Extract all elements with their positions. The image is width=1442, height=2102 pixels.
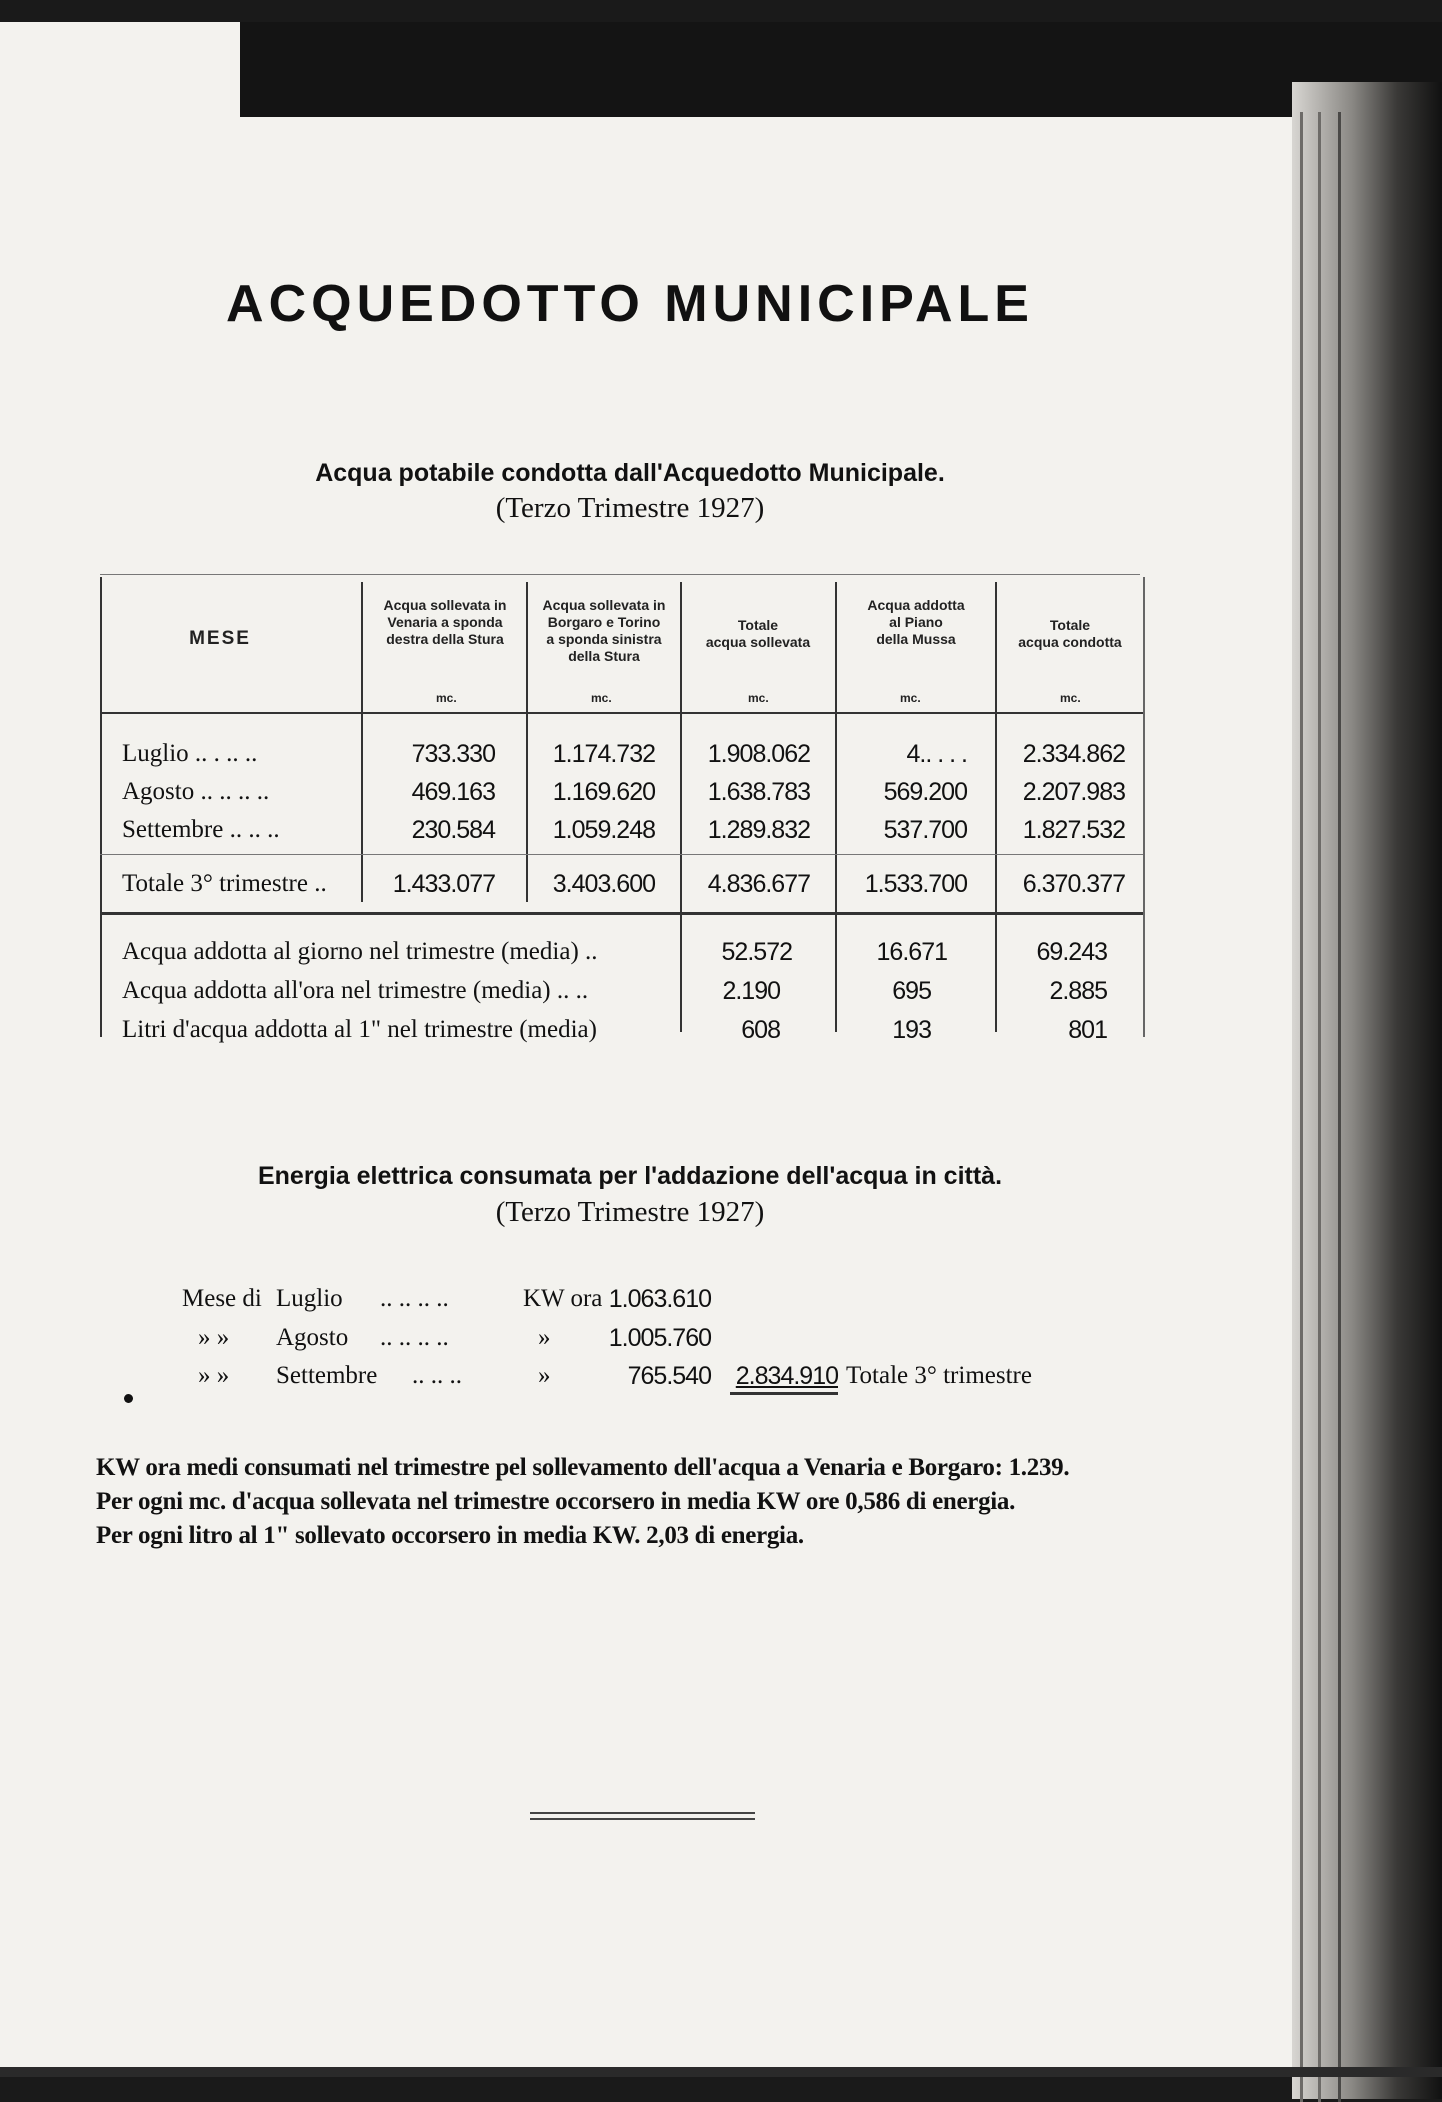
- unit-label: mc.: [436, 691, 457, 705]
- cell-value: 2.207.983: [1022, 778, 1125, 806]
- total-value: 3.403.600: [552, 870, 655, 898]
- footnote: Per ogni litro al 1" sollevato occorsero in media KW. 2,03 di energia.: [96, 1522, 804, 1549]
- cell-value: 4.. . . .: [906, 740, 967, 768]
- unit-label: mc.: [900, 691, 921, 705]
- avg-value: 193: [892, 1016, 931, 1044]
- section1-period: (Terzo Trimestre 1927): [495, 492, 765, 524]
- avg-row-label: Acqua addotta all'ora nel trimestre (media) .. ..: [122, 977, 589, 1004]
- unit-label: mc.: [1060, 691, 1081, 705]
- energy-month: Settembre: [276, 1362, 378, 1389]
- energy-month: Agosto: [276, 1324, 349, 1351]
- energy-value: 1.005.760: [608, 1324, 711, 1352]
- page-edge-line: [1338, 112, 1341, 2102]
- col-header-mese: MESE: [189, 628, 251, 649]
- energy-unit: »: [538, 1324, 551, 1351]
- cell-value: 1.638.783: [707, 778, 810, 806]
- paper-tab: [0, 22, 240, 77]
- unit-label: mc.: [748, 691, 769, 705]
- energy-unit: »: [538, 1362, 551, 1389]
- end-rule: [530, 1812, 755, 1814]
- cell-value: 1.827.532: [1022, 816, 1125, 844]
- total-value: 6.370.377: [1022, 870, 1125, 898]
- energy-value: 1.063.610: [608, 1285, 711, 1313]
- row-label-settembre: Settembre .. .. ..: [122, 816, 280, 843]
- cell-value: 1.169.620: [552, 778, 655, 806]
- cell-value: 1.174.732: [552, 740, 655, 768]
- energy-total-label: Totale 3° trimestre: [846, 1362, 1032, 1389]
- scan-shadow-right: [1292, 82, 1442, 2099]
- totals-rule: [100, 854, 1143, 855]
- col-header-totale-sollevata: Totale acqua sollevata: [705, 617, 811, 650]
- avg-row-label: Litri d'acqua addotta al 1" nel trimestre (media): [122, 1016, 597, 1043]
- total-value: 1.433.077: [392, 870, 495, 898]
- total-value: 1.533.700: [864, 870, 967, 898]
- energy-month: Luglio: [276, 1285, 343, 1312]
- energy-dots: .. .. .. ..: [380, 1324, 449, 1351]
- total-value: 4.836.677: [707, 870, 810, 898]
- cell-value: 1.059.248: [552, 816, 655, 844]
- page-title: ACQUEDOTTO MUNICIPALE: [226, 275, 1034, 333]
- avg-value: 608: [741, 1016, 780, 1044]
- table-left-border: [100, 577, 102, 1037]
- energy-prefix: » »: [198, 1362, 230, 1389]
- avg-value: 801: [1068, 1016, 1107, 1044]
- document-page: [0, 22, 1442, 2077]
- avg-value: 16.671: [876, 938, 947, 966]
- avg-value: 69.243: [1036, 938, 1107, 966]
- ink-dot: [124, 1394, 133, 1403]
- energy-dots: .. .. ..: [412, 1362, 462, 1389]
- avg-value: 52.572: [721, 938, 792, 966]
- row-label-agosto: Agosto .. .. .. ..: [122, 778, 270, 805]
- section2-period: (Terzo Trimestre 1927): [495, 1196, 765, 1228]
- col-header-mussa: Acqua addotta al Piano della Mussa: [867, 597, 965, 647]
- col-sep: [995, 582, 997, 1032]
- cell-value: 569.200: [883, 778, 967, 806]
- energy-total-value: 2.834.910: [735, 1362, 838, 1390]
- avg-value: 695: [892, 977, 931, 1005]
- cell-value: 733.330: [411, 740, 495, 768]
- cell-value: 1.908.062: [707, 740, 810, 768]
- col-header-venaria: Acqua sollevata in Venaria a sponda destra della Stura: [383, 597, 507, 647]
- end-rule: [530, 1818, 755, 1820]
- total-underline: [730, 1392, 838, 1395]
- avg-value: 2.190: [722, 977, 780, 1005]
- avg-row-label: Acqua addotta al giorno nel trimestre (media) ..: [122, 938, 598, 965]
- col-sep: [680, 582, 682, 1032]
- energy-unit: KW ora: [523, 1285, 603, 1312]
- col-header-borgaro: Acqua sollevata in Borgaro e Torino a sponda sinistra della Stura: [542, 597, 666, 664]
- footnote: KW ora medi consumati nel trimestre pel sollevamento dell'acqua a Venaria e Borgaro: 1.239.: [96, 1454, 1070, 1481]
- energy-prefix: » »: [198, 1324, 230, 1351]
- header-rule: [100, 712, 1143, 714]
- page-edge-line: [1300, 112, 1303, 2102]
- totals-bottom-rule: [100, 912, 1143, 915]
- cell-value: 2.334.862: [1022, 740, 1125, 768]
- energy-value: 765.540: [627, 1362, 711, 1390]
- page-edge-line: [1318, 112, 1321, 2102]
- cell-value: 230.584: [411, 816, 495, 844]
- footnote: Per ogni mc. d'acqua sollevata nel trimestre occorsero in media KW ore 0,586 di energia.: [96, 1488, 1016, 1515]
- section1-heading: Acqua potabile condotta dall'Acquedotto Municipale.: [315, 459, 945, 487]
- cell-value: 537.700: [883, 816, 967, 844]
- scan-shadow-top: [240, 22, 1442, 117]
- scan-shadow-bottom: [0, 2067, 1442, 2077]
- row-label-totale: Totale 3° trimestre ..: [122, 870, 327, 897]
- cell-value: 469.163: [411, 778, 495, 806]
- row-label-luglio: Luglio .. . .. ..: [122, 740, 258, 767]
- section2-heading: Energia elettrica consumata per l'addazione dell'acqua in città.: [257, 1162, 1003, 1190]
- avg-value: 2.885: [1049, 977, 1107, 1005]
- unit-label: mc.: [591, 691, 612, 705]
- col-header-totale-condotta: Totale acqua condotta: [1018, 617, 1122, 650]
- table-right-border: [1143, 577, 1145, 1037]
- table-top-rule: [100, 574, 1140, 575]
- col-sep: [835, 582, 837, 1032]
- energy-prefix: Mese di: [182, 1285, 262, 1312]
- energy-dots: .. .. .. ..: [380, 1285, 449, 1312]
- cell-value: 1.289.832: [707, 816, 810, 844]
